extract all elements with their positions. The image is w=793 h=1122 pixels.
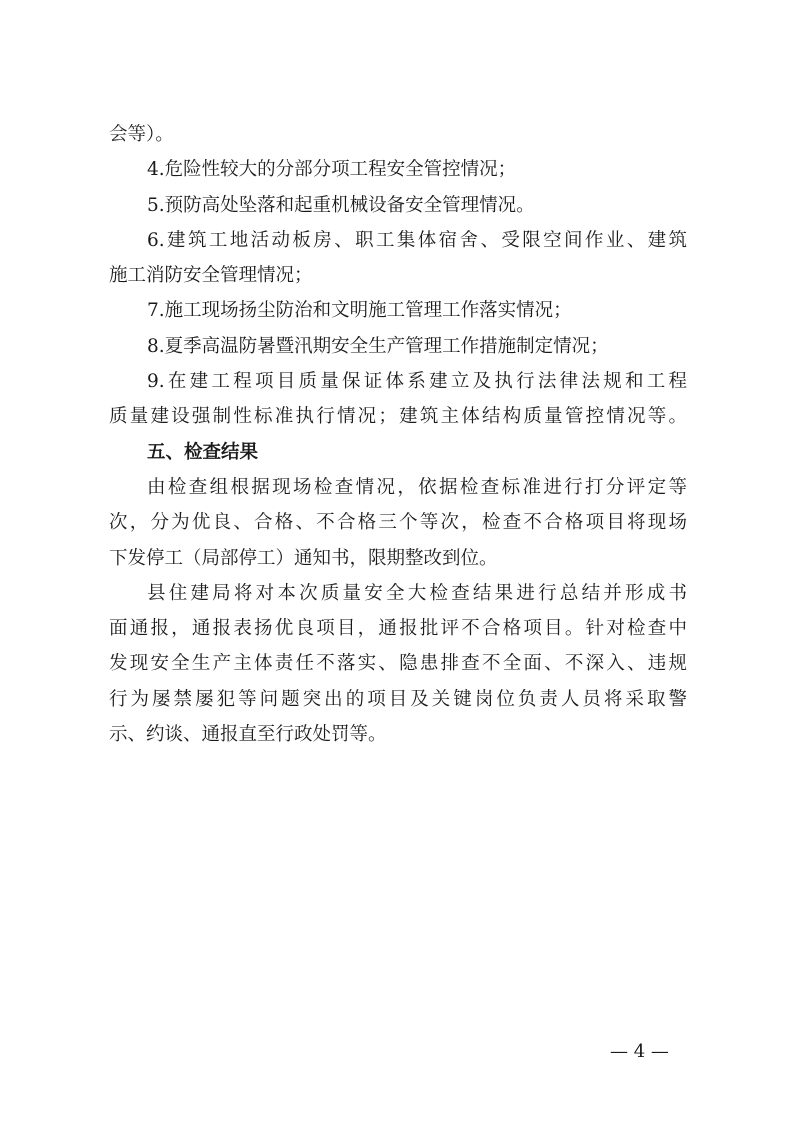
list-item-6: 6.建筑工地活动板房、职工集体宿舍、受限空间作业、建筑 — [147, 229, 687, 251]
paragraph-line: 次，分为优良、合格、不合格三个等次，检查不合格项目将现场 — [109, 512, 687, 534]
paragraph-line: 由检查组根据现场检查情况，依据检查标准进行打分评定等 — [147, 476, 687, 498]
paragraph-line: 发现安全生产主体责任不落实、隐患排查不全面、不深入、违规 — [109, 653, 687, 675]
list-item-8: 8.夏季高温防暑暨汛期安全生产管理工作措施制定情况； — [147, 335, 609, 357]
list-item-5: 5.预防高处坠落和起重机械设备安全管理情况。 — [147, 194, 535, 216]
page-number: — 4 — — [610, 1041, 669, 1062]
paragraph-line: 会等）。 — [109, 124, 174, 145]
paragraph-line: 示、约谈、通报直至行政处罚等。 — [109, 724, 387, 746]
section-heading: 五、检查结果 — [147, 441, 259, 463]
paragraph-line: 面通报，通报表扬优良项目，通报批评不合格项目。针对检查中 — [109, 618, 687, 640]
paragraph-line: 县住建局将对本次质量安全大检查结果进行总结并形成书 — [147, 582, 687, 604]
list-item-7: 7.施工现场扬尘防治和文明施工管理工作落实情况； — [147, 300, 572, 322]
list-item-9: 9.在建工程项目质量保证体系建立及执行法律法规和工程 — [147, 371, 687, 393]
paragraph-line: 行为屡禁屡犯等问题突出的项目及关键岗位负责人员将采取警 — [109, 688, 687, 710]
list-item-4: 4.危险性较大的分部分项工程安全管控情况； — [147, 159, 517, 181]
list-item-9-continued: 质量建设强制性标准执行情况；建筑主体结构质量管控情况等。 — [109, 406, 687, 428]
paragraph-line: 下发停工（局部停工）通知书，限期整改到位。 — [109, 547, 498, 569]
list-item-6-continued: 施工消防安全管理情况； — [109, 265, 313, 287]
document-body — [109, 117, 687, 752]
